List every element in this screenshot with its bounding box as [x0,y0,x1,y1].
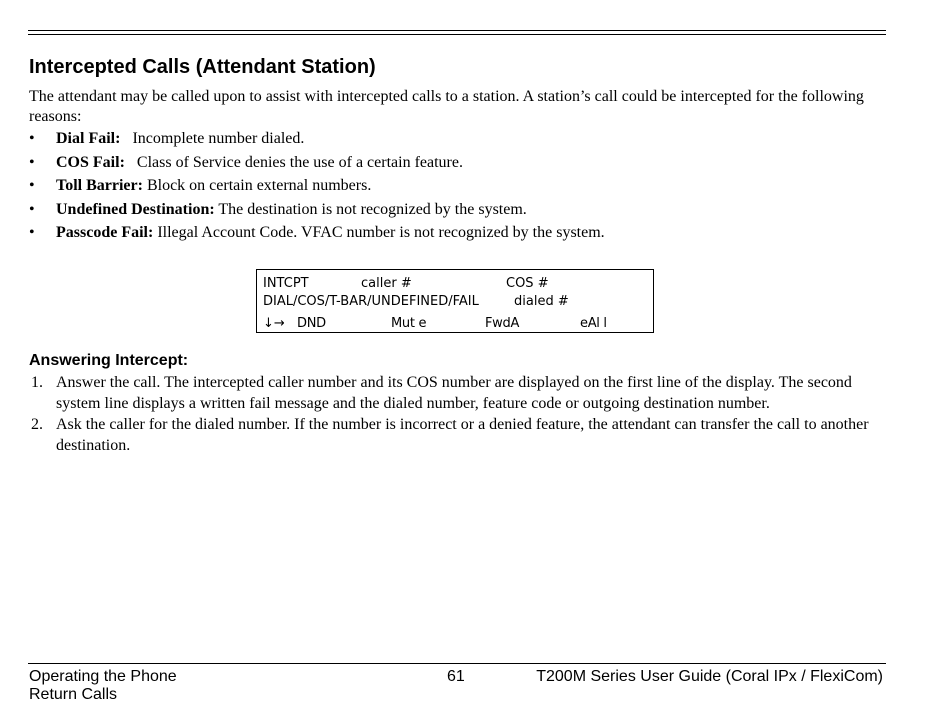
reason-term: Dial Fail: [56,130,121,147]
intro-paragraph: The attendant may be called upon to assist with intercepted calls to a station. A station’s call could be intercepted for the following reasons: [29,88,864,125]
step-text: Ask the caller for the dialed number. If the number is incorrect or a denied feature, the attendant can transfer the call to another destination. [56,416,869,454]
softkey-dnd: DND [297,316,326,331]
footer-subsection: Return Calls [29,686,118,703]
reason-desc: Class of Service denies the use of a certain feature. [136,153,463,171]
step-text: Answer the call. The intercepted caller number and its COS number are displayed on the first line of the display. The second system line displays a written fail message and the dialed number, feature code or outgoing destination number. [56,374,852,412]
list-item [29,176,879,200]
bullet-icon: • [29,200,35,218]
bullet-icon: • [29,153,35,171]
softkey-eall: eAl l [580,316,607,331]
list-item [29,373,879,414]
display-caller: caller # [361,276,412,291]
scroll-arrows-icon: ↓→ [263,316,285,331]
bullet-icon: • [29,130,35,147]
display-dialed: dialed # [514,294,569,309]
list-item [29,129,879,153]
answering-heading: Answering Intercept: [29,352,189,369]
footer-rule [28,663,886,664]
display-fail-message: DIAL/COS/T-BAR/UNDEFINED/FAIL [263,294,479,309]
softkey-mute: Mut e [391,316,427,331]
list-item [29,415,879,456]
list-item [29,200,879,224]
page-number: 61 [447,668,465,685]
reason-term: Toll Barrier: [56,177,143,194]
reason-list [29,129,879,247]
display-intcpt: INTCPT [263,276,309,291]
display-cos: COS # [506,276,549,291]
step-number: 1. [31,374,43,391]
footer-guide-title: T200M Series User Guide (Coral IPx / FlexiCom) [536,668,883,685]
reason-term: Passcode Fail: [56,224,154,241]
bullet-icon: • [29,177,35,194]
reason-desc: Illegal Account Code. VFAC number is not recognized by the system. [157,224,605,241]
reason-desc: Incomplete number dialed. [132,130,305,147]
list-item [29,223,879,247]
list-item [29,153,879,177]
softkey-fwda: FwdA [485,316,520,331]
reason-desc: Block on certain external numbers. [146,177,372,194]
header-rule-top [28,30,886,31]
step-number: 2. [31,416,43,433]
reason-term: COS Fail: [56,153,125,171]
answering-steps [29,373,879,457]
reason-term: Undefined Destination: [56,200,215,218]
bullet-icon: • [29,224,35,241]
header-rule-bottom [28,34,886,35]
page-title: Intercepted Calls (Attendant Station) [29,56,376,78]
reason-desc: The destination is not recognized by the system. [218,200,527,218]
phone-display [256,269,654,333]
footer-section: Operating the Phone [29,668,177,685]
